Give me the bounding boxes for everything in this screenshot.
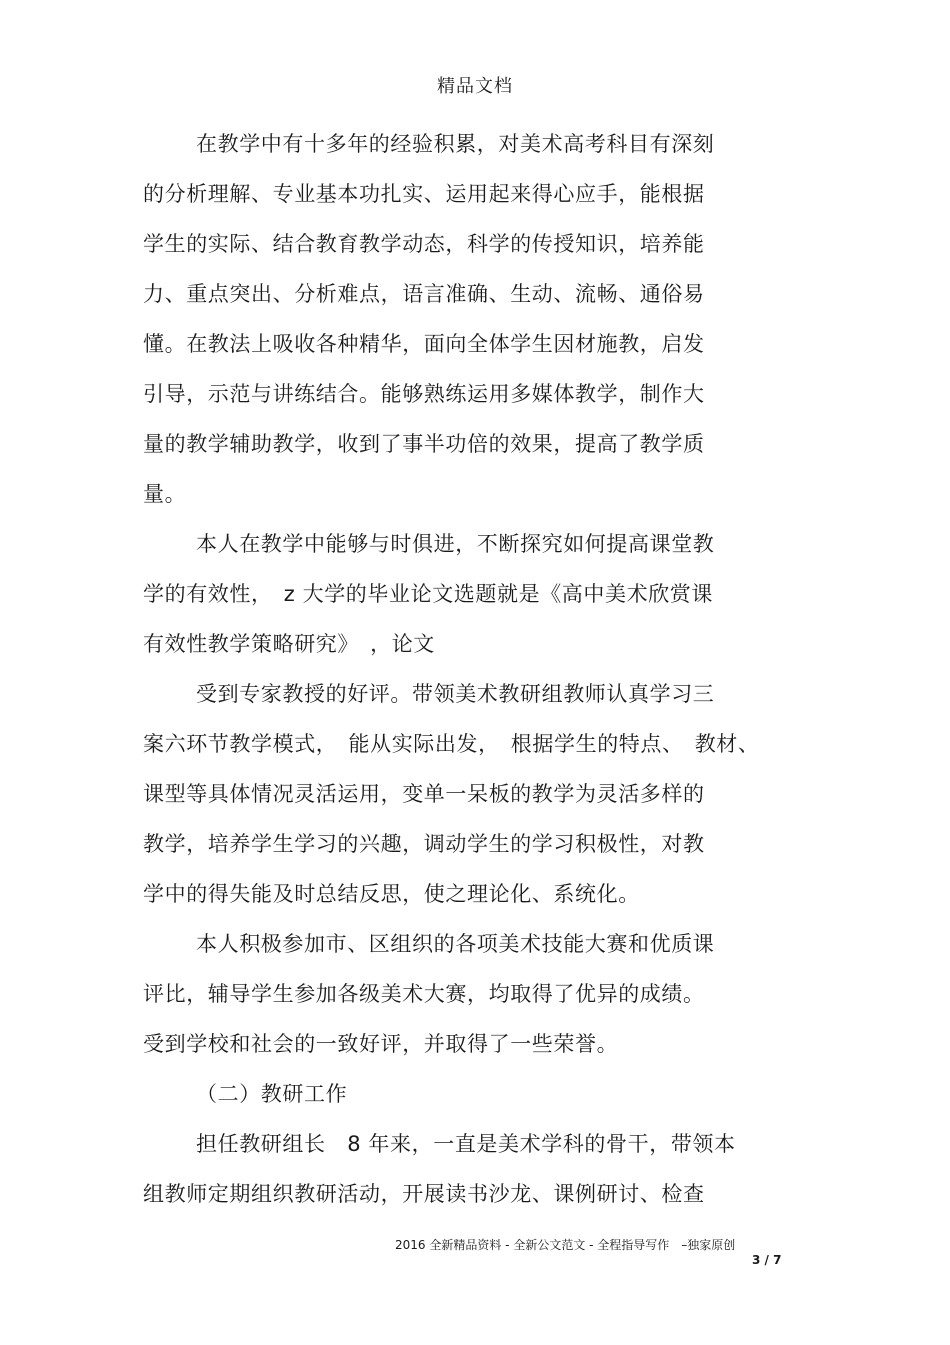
body-line: 本人在教学中能够与时俱进，不断探究如何提高课堂教: [196, 532, 715, 556]
body-line: 课型等具体情况灵活运用，变单一呆板的教学为灵活多样的: [143, 782, 705, 806]
body-line: 担任教研组长 8 年来，一直是美术学科的骨干，带领本: [196, 1132, 736, 1156]
page-footer: 2016 全新精品资料 - 全新公文范文 - 全程指导写作 –独家原创: [395, 1238, 736, 1252]
body-line: 受到专家教授的好评。带领美术教研组教师认真学习三: [196, 682, 715, 706]
body-line: 学生的实际、结合教育教学动态，科学的传授知识，培养能: [143, 232, 705, 256]
section-heading: （二）教研工作: [196, 1082, 348, 1106]
body-line: 评比，辅导学生参加各级美术大赛，均取得了优异的成绩。: [143, 982, 705, 1006]
body-line: 教学，培养学生学习的兴趣，调动学生的学习积极性，对教: [143, 832, 705, 856]
body-line: 受到学校和社会的一致好评，并取得了一些荣誉。: [143, 1032, 619, 1056]
body-line: 本人积极参加市、区组织的各项美术技能大赛和优质课: [196, 932, 715, 956]
body-line: 力、重点突出、分析难点，语言准确、生动、流畅、通俗易: [143, 282, 705, 306]
page-number: 3 / 7: [752, 1253, 782, 1267]
body-line: 学的有效性， z 大学的毕业论文选题就是《高中美术欣赏课: [143, 582, 713, 606]
body-line: 引导，示范与讲练结合。能够熟练运用多媒体教学，制作大: [143, 382, 705, 406]
body-line: 组教师定期组织教研活动，开展读书沙龙、课例研讨、检查: [143, 1182, 705, 1206]
body-line: 学中的得失能及时总结反思，使之理论化、系统化。: [143, 882, 640, 906]
body-line: 的分析理解、专业基本功扎实、运用起来得心应手，能根据: [143, 182, 705, 206]
body-line: 有效性教学策略研究》 ，论文: [143, 632, 435, 656]
body-line: 量。: [143, 482, 187, 506]
body-line: 在教学中有十多年的经验积累，对美术高考科目有深刻: [196, 132, 715, 156]
body-line: 懂。在教法上吸收各种精华，面向全体学生因材施教，启发: [143, 332, 705, 356]
page-header: 精品文档: [437, 76, 513, 97]
body-line: 案六环节教学模式， 能从实际出发， 根据学生的特点、 教材、: [143, 732, 760, 756]
body-line: 量的教学辅助教学，收到了事半功倍的效果，提高了教学质: [143, 432, 705, 456]
